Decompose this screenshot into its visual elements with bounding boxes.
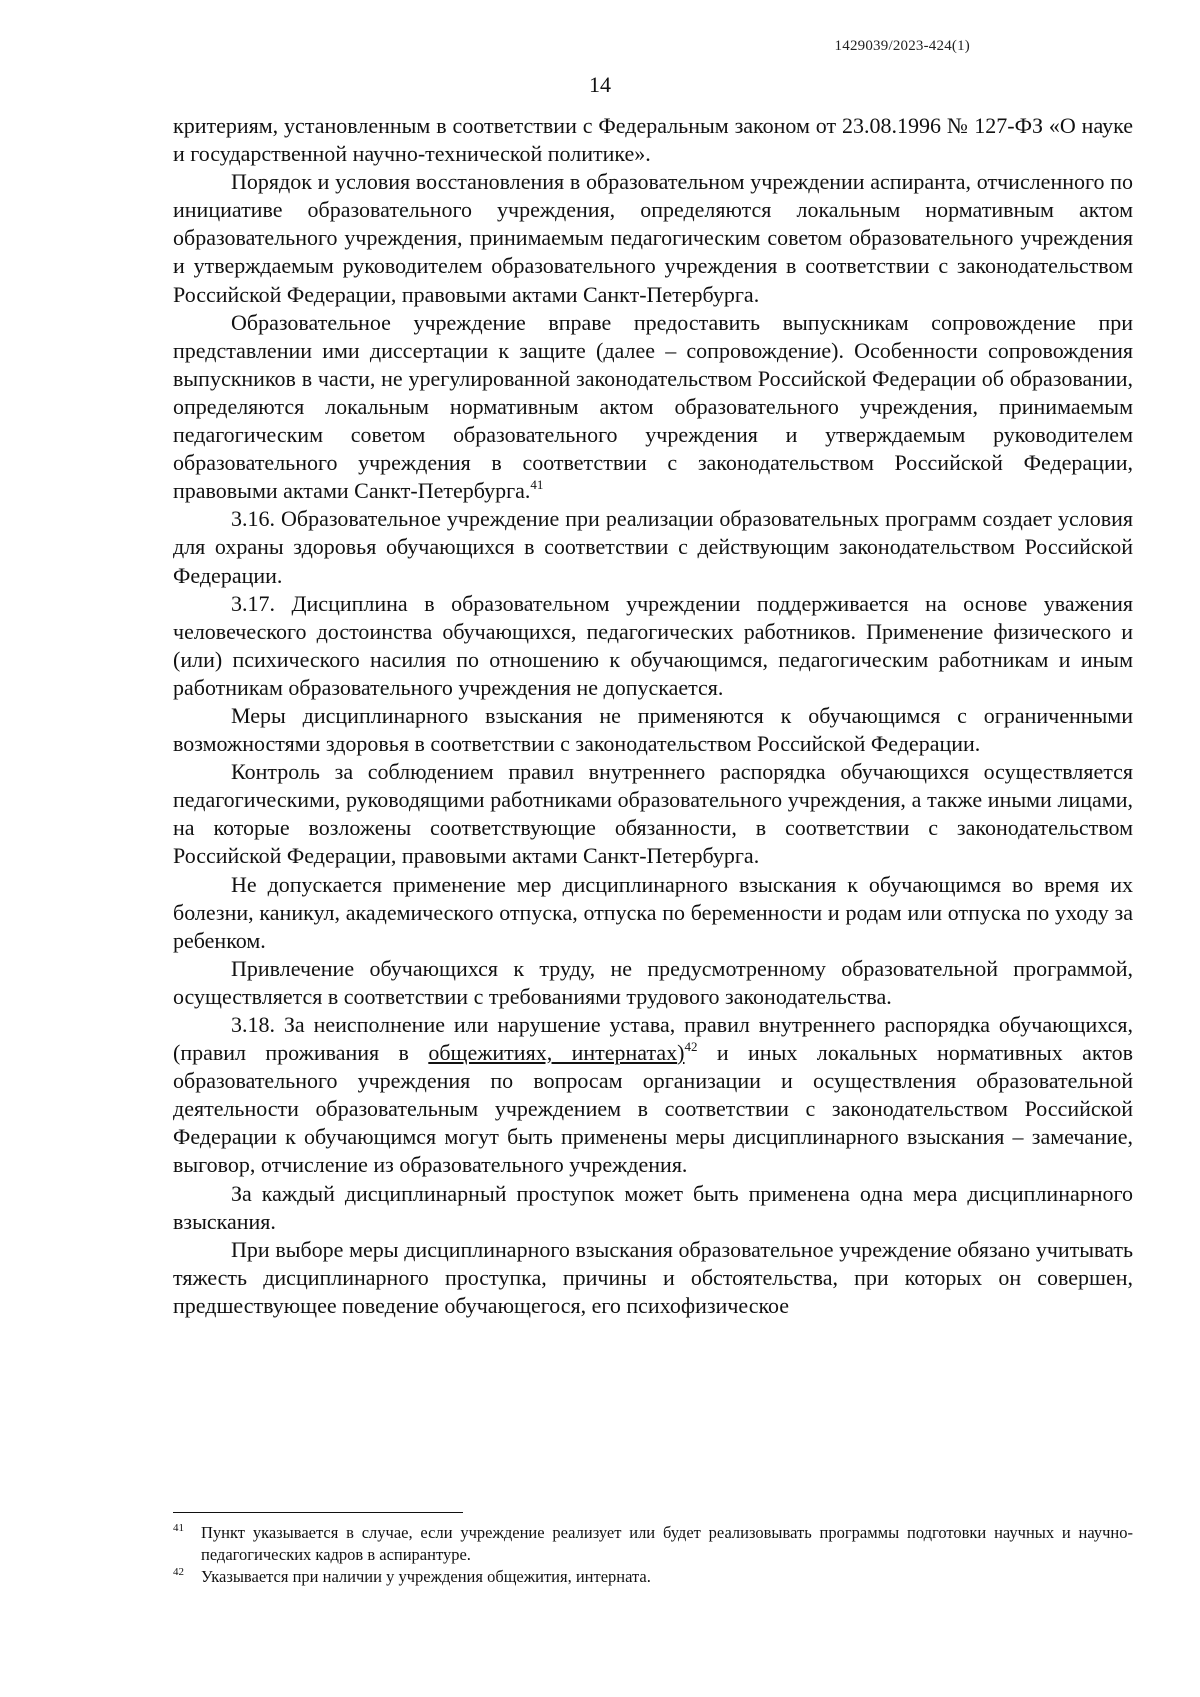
paragraph-control (173, 758, 1133, 870)
body-text (173, 112, 1133, 1320)
footnote-mark: 41 (173, 1522, 184, 1534)
paragraph-continuation (173, 112, 1133, 168)
footnote-text: Пункт указывается в случае, если учреждение реализует или будет реализовывать программы подготовки научных и научно-педагогических кадров в аспирантуре. (201, 1523, 1133, 1564)
paragraph-disciplinary-exemption (173, 702, 1133, 758)
paragraph-text: При выборе меры дисциплинарного взыскания образовательное учреждение обязано учитывать тяжесть дисциплинарного проступка, причины и обстоятельства, при которых он совершен, предшествующее поведение обучающегося, его психофизическое (173, 1236, 1133, 1318)
underlined-paren: ) (677, 1040, 685, 1066)
paragraph-text: Меры дисциплинарного взыскания не применяются к обучающимся с ограниченными возможностями здоровья в соответствии с законодательством Российской Федерации. (173, 702, 1133, 757)
footnote-ref-42[interactable]: 42 (684, 1039, 698, 1055)
paragraph-text: Образовательное учреждение вправе предоставить выпускникам сопровождение при представлении ими диссертации к защите (далее – сопровождение). Особенности сопровождения выпускников в части, не урегулированной законодательством Российской Федерации об образовании, определяются локальным нормативным актом образовательного учреждения, принимаемым педагогическим советом образовательного учреждения и утверждаемым руководителем образовательного учреждения в соответствии с законодательством Российской Федерации, правовыми актами Санкт-Петербурга. (173, 309, 1133, 504)
paragraph-text: и иных локальных нормативных актов образовательного учреждения по вопросам организации и осуществления образовательной деятельности образовательным учреждением в соответствии с законодательством Российской Федерации к обучающимся могут быть применены меры дисциплинарного взыскания – замечание, выговор, отчисление из образовательного учреждения. (173, 1040, 1134, 1178)
footnote-divider (173, 1512, 463, 1513)
footnotes (173, 1522, 1133, 1588)
document-id: 1429039/2023-424(1) (834, 38, 970, 54)
paragraph-labor (173, 955, 1133, 1011)
paragraph-text: 3.17. Дисциплина в образовательном учреждении поддерживается на основе уважения человеческого достоинства обучающихся, педагогических работников. Применение физического и (или) психического насилия по отношению к обучающимся, педагогическим работникам и иным работникам образовательного учреждения не допускается. (173, 590, 1133, 700)
footnote-42 (173, 1566, 1133, 1588)
page-number: 14 (589, 72, 611, 97)
paragraph-text: Привлечение обучающихся к труду, не предусмотренному образовательной программой, осуществляется в соответствии с требованиями трудового законодательства. (173, 955, 1133, 1009)
paragraph-text: За каждый дисциплинарный проступок может быть применена одна мера дисциплинарного взыскания. (173, 1180, 1133, 1234)
paragraph-text: Порядок и условия восстановления в образовательном учреждении аспиранта, отчисленного по инициативе образовательного учреждения, определяются локальным нормативным актом образовательного учреждения, принимаемым педагогическим советом образовательного учреждения и утверждаемым руководителем образовательного учреждения в соответствии с законодательством Российской Федерации, правовыми актами Санкт-Петербурга. (173, 169, 1133, 307)
paragraph-support (173, 309, 1133, 506)
paragraph-3-18 (173, 1011, 1133, 1180)
underlined-text: общежитиях, интернатах (428, 1040, 678, 1066)
paragraph-3-16 (173, 505, 1133, 589)
footnote-mark: 42 (173, 1566, 184, 1578)
paragraph-text: Контроль за соблюдением правил внутреннего распорядка обучающихся осуществляется педагогическими, руководящими работниками образовательного учреждения, а также иными лицами, на которые возложены соответствующие обязанности, в соответствии с законодательством Российской Федерации, правовыми актами Санкт-Петербурга. (173, 759, 1133, 869)
paragraph-text: 3.16. Образовательное учреждение при реализации образовательных программ создает условия для охраны здоровья обучающихся в соответствии с действующим законодательством Российской Федерации. (173, 506, 1133, 588)
paragraph-restoration (173, 168, 1133, 308)
paragraph-single-measure (173, 1180, 1133, 1236)
paragraph-text: критериям, установленным в соответствии с Федеральным законом от 23.08.1996 № 127-ФЗ «О науке и государственной научно-технической политике». (173, 113, 1133, 167)
paragraph-3-17 (173, 590, 1133, 702)
footnote-ref-41[interactable]: 41 (530, 477, 544, 493)
paragraph-choice (173, 1236, 1133, 1320)
footnote-text: Указывается при наличии у учреждения общежития, интерната. (201, 1567, 651, 1586)
footnote-41 (173, 1522, 1133, 1566)
paragraph-illness (173, 871, 1133, 955)
paragraph-text: 3.18. За неисполнение или нарушение устава, правил внутреннего распорядка обучающихся, (правил проживания в (173, 1012, 1133, 1066)
paragraph-text: Не допускается применение мер дисциплинарного взыскания к обучающимся во время их болезни, каникул, академического отпуска, отпуска по беременности и родам или отпуска по уходу за ребенком. (173, 871, 1133, 953)
